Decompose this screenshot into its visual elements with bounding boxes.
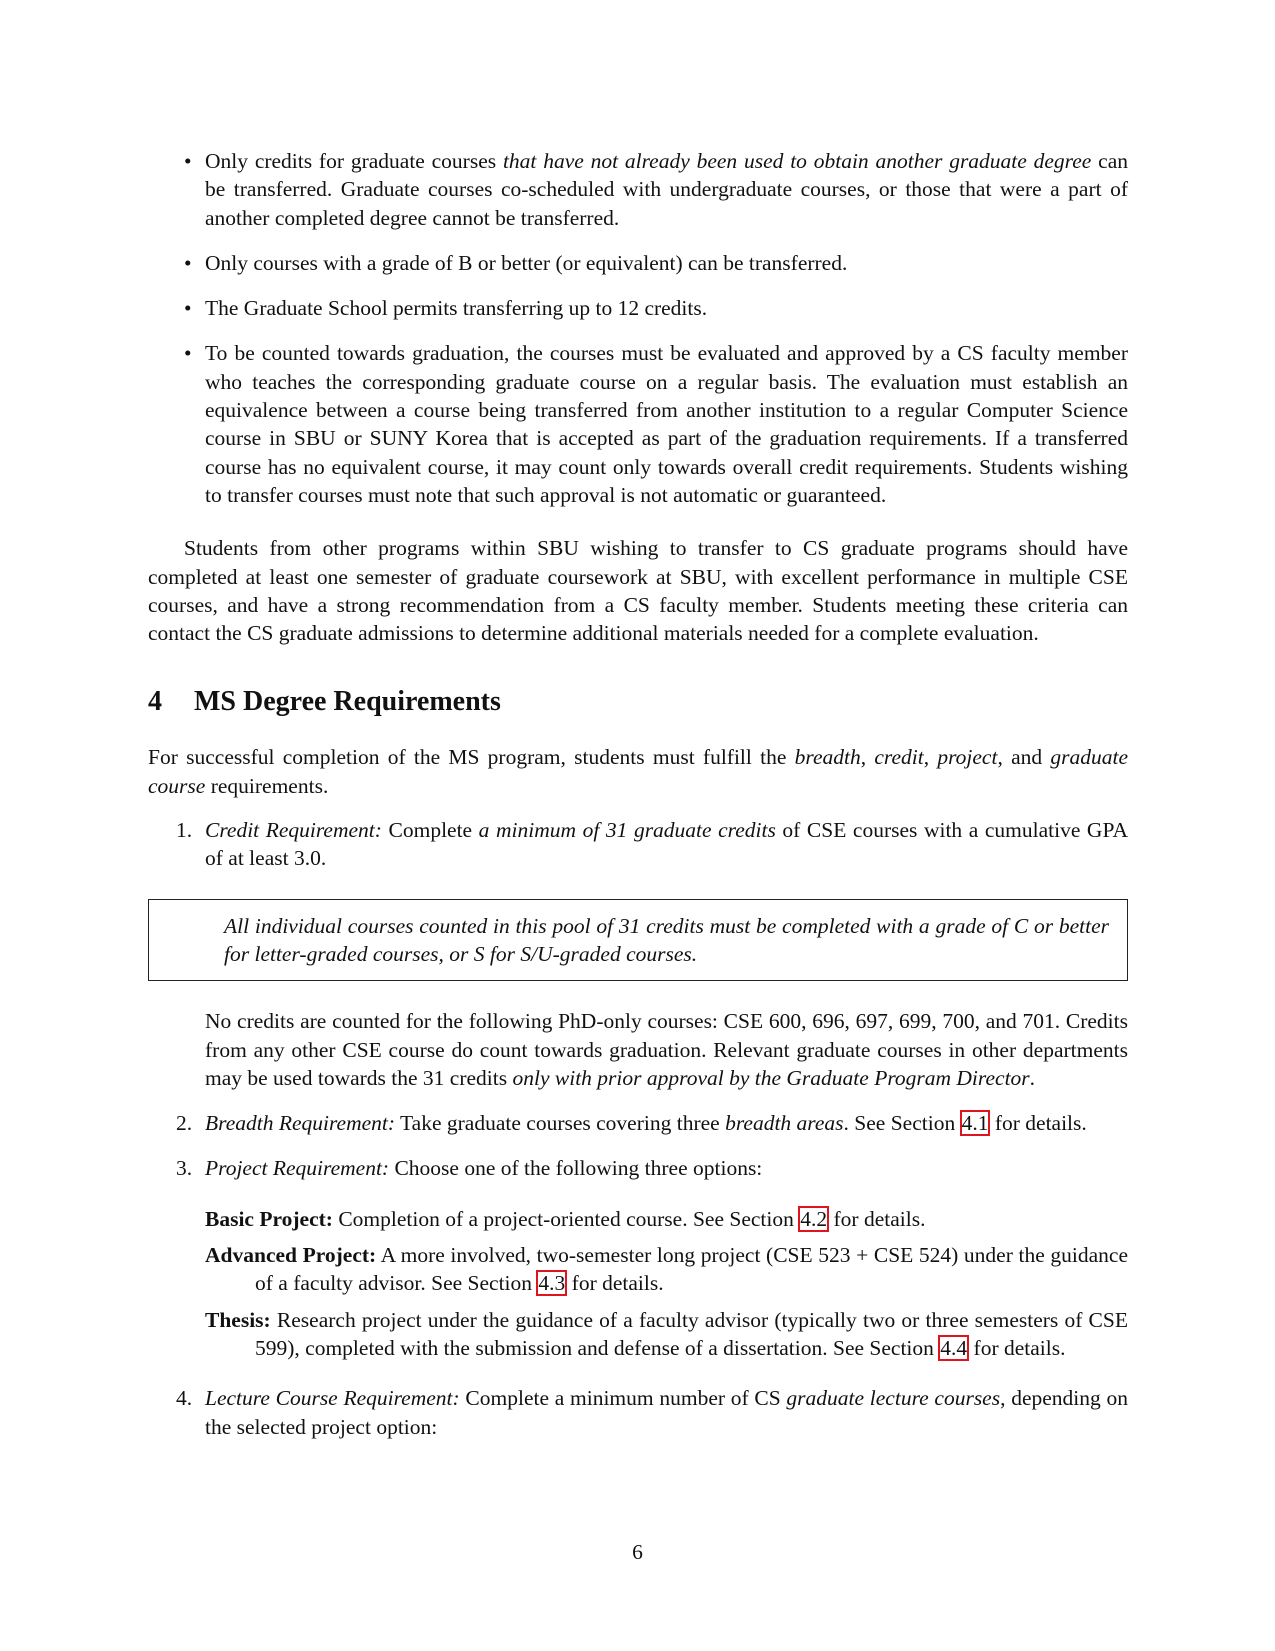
- list-item: • Only credits for graduate courses that have not already been used to obtain another graduate degree can be transferred. Graduate courses co-scheduled with undergraduate courses, or those that were a part of another completed degree cannot be transferred.: [184, 149, 1128, 230]
- section-title: MS Degree Requirements: [194, 686, 501, 718]
- option-basic-project: Basic Project: Completion of a project-oriented course. See Section 4.2 for details.: [205, 1206, 926, 1231]
- bullet-icon: •: [184, 250, 192, 275]
- requirement-project: 3. Project Requirement: Choose one of the following three options: Basic Project: Completion of a project-oriented course. See Section 4.2 for details. Advanced Project: A more involved, two-semester long project (CSE 523 + CSE 524) under the guidance of a faculty advisor. See Section 4.3 for details. Thesis: Research project under the guidance of a faculty advisor (typically two or three semesters of CSE 599), completed with the submission and defense of a dissertation. See Section 4.4 for details.: [148, 1154, 1128, 1362]
- section-link-4-3[interactable]: 4.3: [538, 1271, 566, 1296]
- section-intro: For successful completion of the MS program, students must fulfill the breadth, credit, project, and graduate course requirements.: [148, 745, 1129, 798]
- section-link-4-1[interactable]: 4.1: [961, 1111, 989, 1136]
- section-link-4-4[interactable]: 4.4: [940, 1335, 968, 1360]
- bullet-icon: •: [184, 341, 192, 366]
- requirement-lecture-course: 4. Lecture Course Requirement: Complete a minimum number of CS graduate lecture courses, depending on the selected project option:: [176, 1386, 1129, 1439]
- option-thesis: Thesis: Research project under the guidance of a faculty advisor (typically two or three semesters of CSE 599), completed with the submission and defense of a dissertation. See Section 4.4 for details.: [205, 1307, 1128, 1360]
- page-number: 6: [632, 1540, 643, 1564]
- document-page: [148, 147, 1128, 1458]
- transfer-rules-list: [148, 147, 1128, 509]
- list-item: • Only courses with a grade of B or better (or equivalent) can be transferred.: [148, 249, 1128, 277]
- option-advanced-project: Advanced Project: A more involved, two-semester long project (CSE 523 + CSE 524) under the guidance of a faculty advisor. See Section 4.3 for details.: [205, 1243, 1128, 1296]
- bullet-icon: •: [184, 296, 192, 321]
- requirements-list: [148, 816, 1128, 1441]
- bullet-icon: •: [184, 149, 192, 173]
- requirement-credit: 1. Credit Requirement: Complete a minimum of 31 graduate credits of CSE courses with a cumulative GPA of at least 3.0. All individual courses counted in this pool of 31 credits must be completed with a grade of C or better for letter-graded courses, or S for S/U-graded courses. No credits are counted for the following PhD-only courses: CSE 600, 696, 697, 699, 700, and 701. Credits from any other CSE course do count towards graduation. Relevant graduate courses in other departments may be used towards the 31 credits only with prior approval by the Graduate Program Director.: [148, 816, 1128, 1092]
- section-heading: [148, 685, 1128, 719]
- phd-courses-note: No credits are counted for the following PhD-only courses: CSE 600, 696, 697, 699, 700, and 701. Credits from any other CSE course do count towards graduation. Relevant graduate courses in other departments may be used towards the 31 credits only with prior approval by the Graduate Program Director.: [205, 1009, 1128, 1090]
- requirement-breadth: 2. Breadth Requirement: Take graduate courses covering three breadth areas. See Section 4.1 for details.: [176, 1111, 1087, 1136]
- list-item: • The Graduate School permits transferring up to 12 credits.: [148, 294, 1128, 322]
- list-item: • To be counted towards graduation, the courses must be evaluated and approved by a CS faculty member who teaches the corresponding graduate course on a regular basis. The evaluation must establish an equivalence between a course being transferred from another institution to a regular Computer Science course in SBU or SUNY Korea that is accepted as part of the graduation requirements. If a transferred course has no equivalent course, it may count only towards overall credit requirements. Students wishing to transfer courses must note that such approval is not automatic or guaranteed.: [184, 341, 1128, 507]
- grade-requirement-box: All individual courses counted in this pool of 31 credits must be completed with a grade of C or better for letter-graded courses, or S for S/U-graded courses.: [148, 899, 1128, 982]
- internal-transfer-paragraph: Students from other programs within SBU wishing to transfer to CS graduate programs should have completed at least one semester of graduate coursework at SBU, with excellent performance in multiple CSE courses, and have a strong recommendation from a CS faculty member. Students meeting these criteria can contact the CS graduate admissions to determine additional materials needed for a complete evaluation.: [148, 536, 1128, 646]
- section-number: 4: [148, 686, 162, 718]
- section-link-4-2[interactable]: 4.2: [800, 1206, 828, 1231]
- project-options: [205, 1205, 1128, 1362]
